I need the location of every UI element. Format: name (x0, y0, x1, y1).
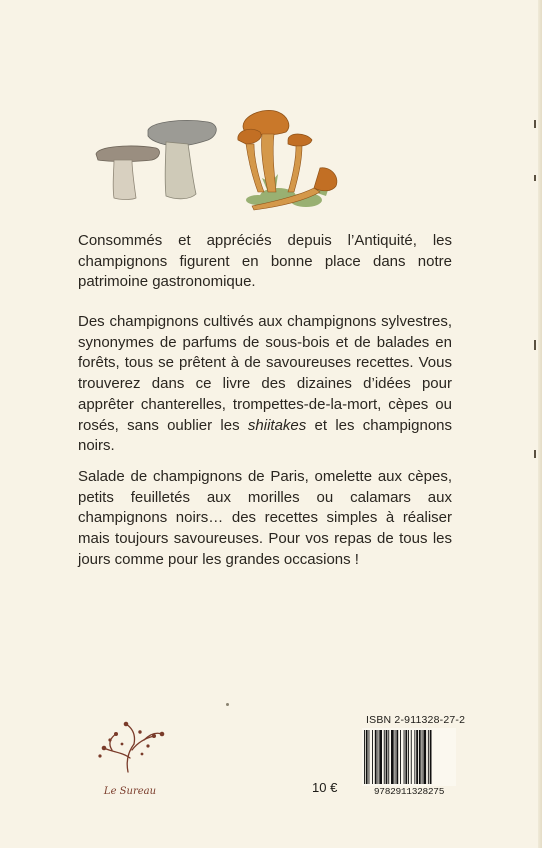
edge-mark (534, 450, 536, 458)
barcode-digits: 9782911328275 (373, 786, 445, 797)
description-end: et les champignons noirs. (78, 416, 453, 455)
publisher-logo-icon (82, 718, 178, 800)
price-label: 10 € (312, 780, 338, 795)
recipes-paragraph: Salade de champignons de Paris, omelette aux cèpes, petits feuilletés aux morilles ou calamars aux champignons noirs… des recettes simples à réaliser mais toujours savoureuses. Pour vos repas de tous les jours comme pour les grandes occasions ! (78, 468, 452, 568)
publisher-logo-text: Le Sureau (103, 786, 157, 797)
intro-paragraph: Consommés et appréciés depuis l’Antiquité, les champignons figurent en bonne place dans notre patrimoine gastronomique. (78, 232, 452, 291)
speck (226, 703, 229, 706)
edge-mark (534, 175, 536, 181)
edge-mark (534, 120, 536, 128)
shiitakes-word: shiitakes (247, 416, 307, 434)
barcode-icon (362, 728, 456, 786)
mushroom-illustration-icon (92, 96, 344, 218)
description-paragraph (78, 312, 452, 457)
isbn-label: ISBN 2-911328-27-2 (366, 714, 466, 726)
edge-mark (534, 340, 536, 350)
description-text: Des champignons cultivés aux champignons sylvestres, synonymes de parfums de sous-bois et de balades en forêts, tous se prêtent à de savoureuses recettes. Vous trouverez dans ce livre des dizaines d’idées pour apprêter chanterelles, trompettes-de-la-mort, cèpes ou rosés, sans oublier les (78, 313, 452, 434)
page-edge (538, 0, 542, 848)
